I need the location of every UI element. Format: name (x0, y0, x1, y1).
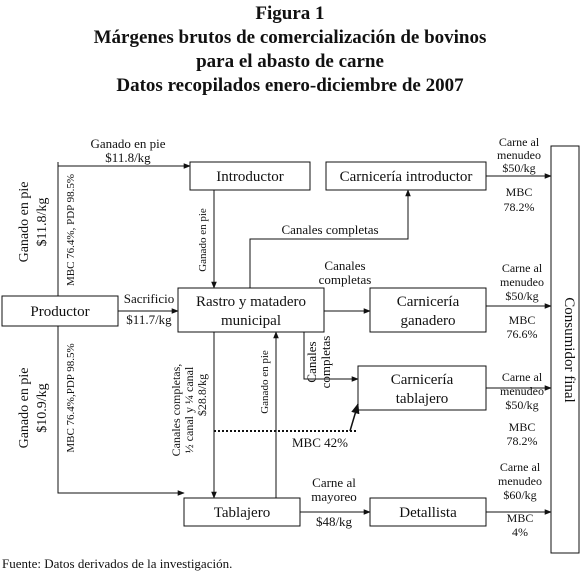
label-ganado-introductor: Ganado en pie (197, 208, 209, 272)
source-footnote: Fuente: Datos derivados de la investigación. (2, 556, 233, 571)
out2-line5: 76.6% (506, 327, 538, 341)
rastro-label-1: Rastro y matadero (196, 294, 306, 310)
label-canales-top: Canales completas (281, 222, 379, 237)
out3-line5: 78.2% (506, 434, 538, 448)
figure-title-line-1: Márgenes brutos de comercialización de bovinos (93, 27, 487, 48)
label-canales-tab-2: ½ canal y ¼ canal (182, 366, 196, 454)
label-ganado-left-bottom-1: Ganado en pie (17, 367, 32, 449)
label-ganado-left-bottom-2: $10.9/kg (35, 383, 50, 433)
out3-line1: Carne al (501, 370, 543, 384)
label-mayoreo-2: mayoreo (311, 489, 357, 504)
out4-line4: MBC (506, 511, 534, 525)
out2-line2: menudeo (500, 275, 544, 289)
label-canales-tab-3: $28.8/kg (195, 373, 209, 417)
carniceria-tablajero-label-1: Carnicería (390, 372, 454, 388)
carniceria-ganadero-label-1: Carnicería (396, 294, 460, 310)
label-ganado-top-2: $11.8/kg (105, 150, 151, 165)
consumidor-label: Consumidor final (561, 297, 577, 403)
out4-line3: $60/kg (503, 488, 537, 502)
out3-line4: MBC (508, 420, 536, 434)
label-mbc-left-bottom: MBC 76.4%,PDP 98.5% (65, 343, 77, 453)
out4-line2: menudeo (498, 474, 542, 488)
label-canales-vert-1: Canales (304, 341, 319, 383)
out2-line3: $50/kg (505, 289, 539, 303)
label-sacrificio-1: Sacrificio (123, 291, 175, 306)
out2-line4: MBC (508, 313, 536, 327)
label-canales-tab-1: Canales completas, (169, 363, 183, 457)
carniceria-ganadero-label-2: ganadero (400, 313, 456, 329)
out4-line1: Carne al (499, 460, 541, 474)
figure-title-line-2: para el abasto de carne (196, 51, 384, 72)
label-mayoreo-1: Carne al (312, 475, 356, 490)
out1-line5: 78.2% (503, 200, 535, 214)
label-ganado-top-1: Ganado en pie (90, 136, 166, 151)
label-ganado-left-top-2: $11.8/kg (35, 197, 50, 247)
out2-line1: Carne al (501, 261, 543, 275)
tablajero-label: Tablajero (213, 505, 271, 521)
carniceria-introductor-label: Carnicería introductor (339, 169, 473, 185)
rastro-label-2: municipal (221, 313, 281, 329)
out1-line1: Carne al (498, 135, 540, 149)
carniceria-tablajero-label-2: tablajero (395, 391, 449, 407)
label-canales-mid-2: completas (318, 272, 372, 287)
label-ganado-left-top-1: Ganado en pie (17, 181, 32, 263)
label-mbc-42: MBC 42% (292, 435, 348, 450)
label-mayoreo-3: $48/kg (315, 514, 353, 529)
out3-line3: $50/kg (505, 398, 539, 412)
label-mbc-left-top: MBC 76.4%, PDP 98.5% (65, 173, 77, 287)
out1-line3: $50/kg (502, 161, 536, 175)
detallista-label: Detallista (399, 505, 457, 521)
label-canales-mid-1: Canales (324, 258, 366, 273)
out4-line5: 4% (512, 525, 528, 539)
label-canales-vert-2: completas (318, 335, 333, 389)
out1-line2: menudeo (497, 148, 541, 162)
figure-label: Figura 1 (255, 3, 325, 24)
productor-label: Productor (30, 304, 90, 320)
label-sacrificio-2: $11.7/kg (126, 312, 172, 327)
out1-line4: MBC (505, 185, 533, 199)
label-ganado-tablajero: Ganado en pie (259, 350, 271, 414)
introductor-label: Introductor (216, 169, 284, 185)
out3-line2: menudeo (500, 384, 544, 398)
figure-title-line-3: Datos recopilados enero-diciembre de 2007 (116, 75, 464, 96)
arrow-dotted-up (350, 404, 358, 431)
